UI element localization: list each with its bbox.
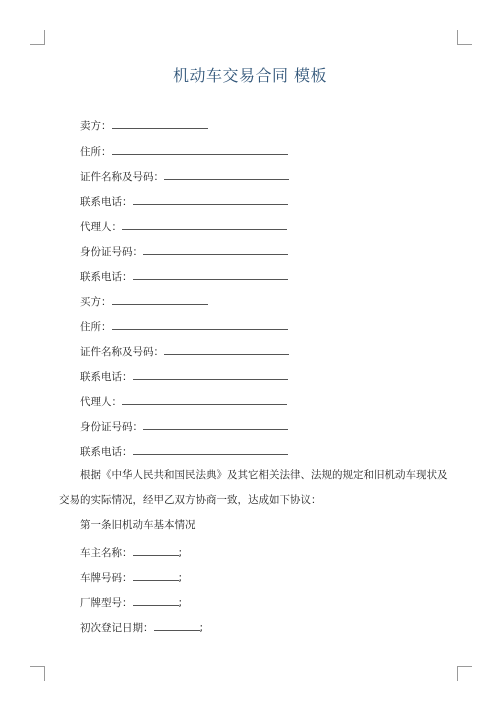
buyer-id-doc-label: 证件名称及号码： xyxy=(80,346,164,358)
seller-address-line xyxy=(80,143,288,159)
seller-phone-label: 联系电话： xyxy=(80,196,133,208)
buyer-phone-blank[interactable] xyxy=(133,368,288,380)
buyer-agent-phone-blank[interactable] xyxy=(133,443,288,455)
seller-line xyxy=(80,117,208,133)
seller-label: 卖方： xyxy=(80,120,112,132)
plate-number-label: 车牌号码： xyxy=(80,572,133,584)
article-1-heading: 第一条旧机动车基本情况 xyxy=(80,519,196,531)
first-registration-label: 初次登记日期： xyxy=(80,622,154,634)
plate-number-blank[interactable] xyxy=(133,569,179,581)
preamble-line-1: 根据《中华人民共和国民法典》及其它相关法律、法规的规定和旧机动车现状及 xyxy=(80,469,448,481)
buyer-agent-phone-line xyxy=(80,443,288,459)
owner-name-label: 车主名称： xyxy=(80,547,133,559)
buyer-address-line xyxy=(80,318,288,334)
document-title: 机动车交易合同 模板 xyxy=(172,66,328,85)
seller-agent-blank[interactable] xyxy=(122,218,287,230)
owner-name-line xyxy=(80,544,182,560)
first-registration-line xyxy=(80,619,203,635)
buyer-agent-blank[interactable] xyxy=(122,393,287,405)
seller-agent-label: 代理人： xyxy=(80,221,122,233)
seller-phone-line xyxy=(80,193,288,209)
seller-id-doc-line xyxy=(80,168,289,184)
seller-id-doc-label: 证件名称及号码： xyxy=(80,171,164,183)
plate-number-line xyxy=(80,569,182,585)
first-registration-semicolon: ; xyxy=(199,622,204,634)
buyer-id-number-blank[interactable] xyxy=(143,418,288,430)
buyer-blank[interactable] xyxy=(112,293,208,305)
buyer-id-doc-blank[interactable] xyxy=(164,343,289,355)
seller-address-label: 住所： xyxy=(80,146,112,158)
model-blank[interactable] xyxy=(133,594,179,606)
buyer-agent-phone-label: 联系电话： xyxy=(80,446,133,458)
buyer-address-label: 住所： xyxy=(80,321,112,333)
crop-mark-top-left xyxy=(30,30,45,45)
buyer-address-blank[interactable] xyxy=(112,318,288,330)
seller-id-number-line xyxy=(80,243,288,259)
buyer-agent-line xyxy=(80,393,287,409)
buyer-phone-line xyxy=(80,368,288,384)
plate-number-semicolon: ; xyxy=(178,572,183,584)
first-registration-blank[interactable] xyxy=(154,619,200,631)
buyer-id-number-line xyxy=(80,418,288,434)
buyer-phone-label: 联系电话： xyxy=(80,371,133,383)
model-label: 厂牌型号： xyxy=(80,597,133,609)
crop-mark-bottom-left xyxy=(30,666,45,681)
owner-name-blank[interactable] xyxy=(133,544,179,556)
seller-id-number-blank[interactable] xyxy=(143,243,288,255)
buyer-agent-label: 代理人： xyxy=(80,396,122,408)
owner-name-semicolon: ; xyxy=(178,547,183,559)
seller-phone-blank[interactable] xyxy=(133,193,288,205)
seller-address-blank[interactable] xyxy=(112,143,288,155)
model-line xyxy=(80,594,182,610)
seller-agent-phone-blank[interactable] xyxy=(133,268,288,280)
seller-id-number-label: 身份证号码： xyxy=(80,246,143,258)
seller-agent-phone-line xyxy=(80,268,288,284)
crop-mark-top-right xyxy=(457,30,472,45)
seller-agent-line xyxy=(80,218,287,234)
seller-id-doc-blank[interactable] xyxy=(164,168,289,180)
preamble-line-2: 交易的实际情况，经甲乙双方协商一致，达成如下协议： xyxy=(59,494,322,506)
seller-agent-phone-label: 联系电话： xyxy=(80,271,133,283)
seller-blank[interactable] xyxy=(112,117,208,129)
model-semicolon: ; xyxy=(178,597,183,609)
crop-mark-bottom-right xyxy=(457,666,472,681)
buyer-label: 买方： xyxy=(80,296,112,308)
buyer-id-number-label: 身份证号码： xyxy=(80,421,143,433)
buyer-id-doc-line xyxy=(80,343,289,359)
buyer-line xyxy=(80,293,208,309)
